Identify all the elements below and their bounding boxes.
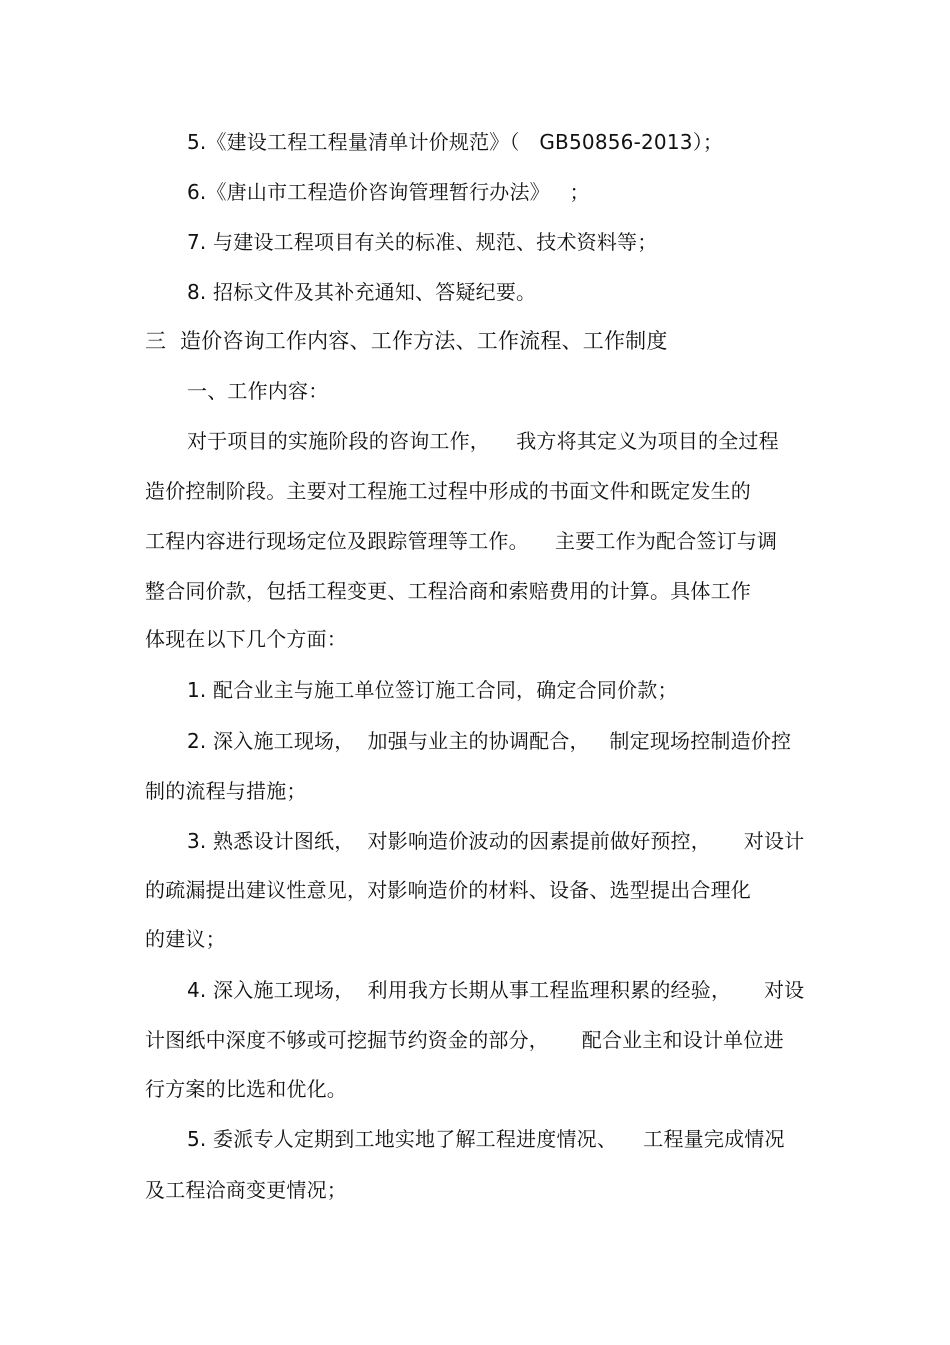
list-item-4-cont: 计图纸中深度不够或可挖掘节约资金的部分， 配合业主和设计单位进 bbox=[145, 1028, 784, 1052]
reference-item-7: 7. 与建设工程项目有关的标准、规范、技术资料等； bbox=[187, 230, 658, 254]
list-item-4: 4. 深入施工现场， 利用我方长期从事工程监理积累的经验， 对设 bbox=[187, 978, 805, 1002]
paragraph-line: 工程内容进行现场定位及跟踪管理等工作。 主要工作为配合签订与调 bbox=[145, 529, 778, 553]
paragraph-line: 整合同价款，包括工程变更、工程洽商和索赔费用的计算。具体工作 bbox=[145, 579, 751, 603]
subsection-heading: 一、工作内容： bbox=[187, 379, 329, 403]
list-item-3-cont: 的建议； bbox=[145, 927, 226, 951]
list-item-2-cont: 制的流程与措施； bbox=[145, 779, 307, 803]
list-item-1: 1. 配合业主与施工单位签订施工合同，确定合同价款； bbox=[187, 678, 678, 702]
reference-item-6: 6.《唐山市工程造价咨询管理暂行办法》 ； bbox=[187, 180, 590, 204]
list-item-2: 2. 深入施工现场， 加强与业主的协调配合， 制定现场控制造价控 bbox=[187, 729, 792, 753]
list-item-5-cont: 及工程洽商变更情况； bbox=[145, 1178, 347, 1202]
reference-item-5: 5.《建设工程工程量清单计价规范》（ GB50856-2013）； bbox=[187, 130, 724, 154]
paragraph-line: 体现在以下几个方面： bbox=[145, 627, 347, 651]
list-item-3: 3. 熟悉设计图纸， 对影响造价波动的因素提前做好预控， 对设计 bbox=[187, 829, 805, 853]
paragraph-line: 对于项目的实施阶段的咨询工作， 我方将其定义为项目的全过程 bbox=[187, 429, 779, 453]
list-item-5: 5. 委派专人定期到工地实地了解工程进度情况、 工程量完成情况 bbox=[187, 1127, 785, 1151]
paragraph-line: 造价控制阶段。主要对工程施工过程中形成的书面文件和既定发生的 bbox=[145, 479, 751, 503]
list-item-4-cont: 行方案的比选和优化。 bbox=[145, 1077, 347, 1101]
reference-item-8: 8. 招标文件及其补充通知、答疑纪要。 bbox=[187, 280, 537, 304]
section-heading: 三 造价咨询工作内容、工作方法、工作流程、工作制度 bbox=[145, 329, 668, 353]
list-item-3-cont: 的疏漏提出建议性意见，对影响造价的材料、设备、选型提出合理化 bbox=[145, 878, 751, 902]
